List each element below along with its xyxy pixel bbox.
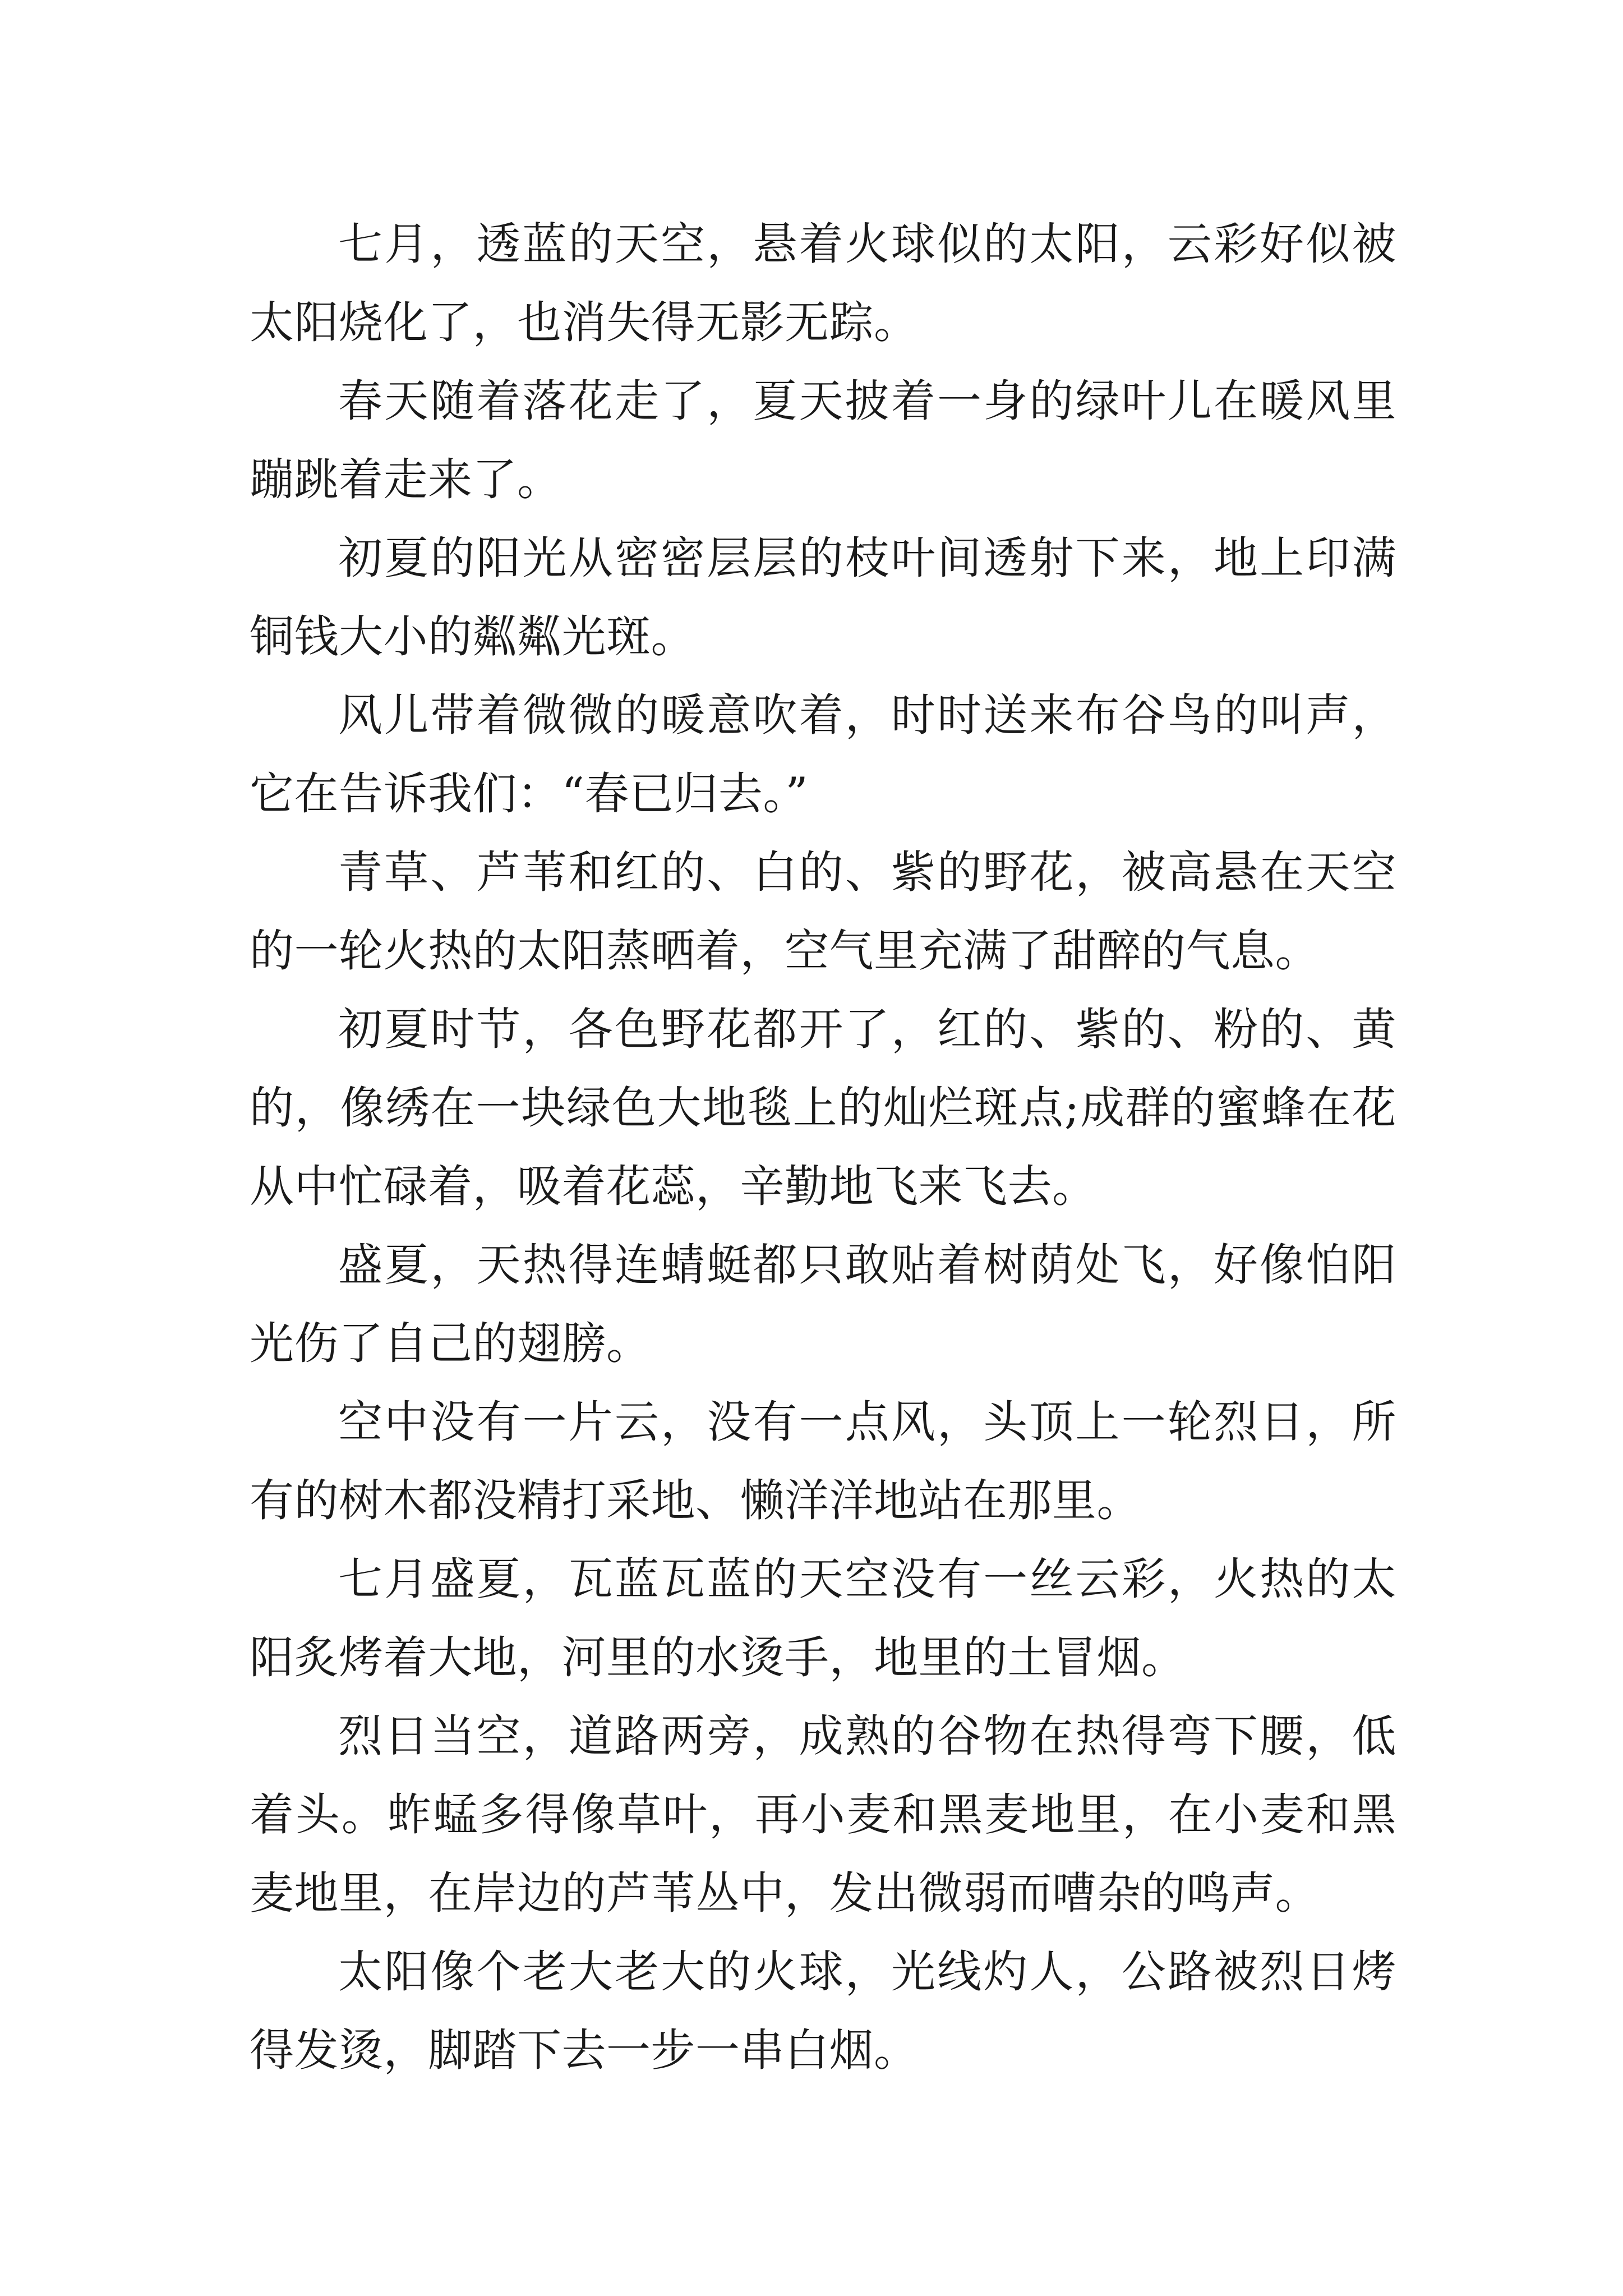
paragraph-11: 太阳像个老大老大的火球，光线灼人，公路被烈日烤得发烫，脚踏下去一步一串白烟。 bbox=[250, 1946, 1396, 2076]
paragraph-2: 春天随着落花走了，夏天披着一身的绿叶儿在暖风里蹦跳着走来了。 bbox=[250, 375, 1396, 505]
document-body bbox=[250, 205, 1396, 2090]
paragraph-7: 盛夏，天热得连蜻蜓都只敢贴着树荫处飞，好像怕阳光伤了自己的翅膀。 bbox=[250, 1239, 1396, 1369]
paragraph-4: 风儿带着微微的暖意吹着，时时送来布谷鸟的叫声，它在告诉我们：“春已归去。” bbox=[250, 689, 1396, 820]
paragraph-10: 烈日当空，道路两旁，成熟的谷物在热得弯下腰，低着头。蚱蜢多得像草叶，再小麦和黑麦地里，在小麦和黑麦地里，在岸边的芦苇丛中，发出微弱而嘈杂的鸣声。 bbox=[250, 1710, 1396, 1919]
paragraph-1: 七月，透蓝的天空，悬着火球似的太阳，云彩好似被太阳烧化了，也消失得无影无踪。 bbox=[250, 218, 1396, 348]
paragraph-6: 初夏时节，各色野花都开了，红的、紫的、粉的、黄的，像绣在一块绿色大地毯上的灿烂斑点;成群的蜜蜂在花从中忙碌着，吸着花蕊，辛勤地飞来飞去。 bbox=[250, 1004, 1396, 1212]
paragraph-3: 初夏的阳光从密密层层的枝叶间透射下来，地上印满铜钱大小的粼粼光斑。 bbox=[250, 532, 1396, 662]
paragraph-5: 青草、芦苇和红的、白的、紫的野花，被高悬在天空的一轮火热的太阳蒸晒着，空气里充满了甜醉的气息。 bbox=[250, 846, 1396, 977]
paragraph-9: 七月盛夏，瓦蓝瓦蓝的天空没有一丝云彩，火热的太阳炙烤着大地，河里的水烫手，地里的土冒烟。 bbox=[250, 1553, 1396, 1683]
paragraph-8: 空中没有一片云，没有一点风，头顶上一轮烈日，所有的树木都没精打采地、懒洋洋地站在那里。 bbox=[250, 1396, 1396, 1526]
